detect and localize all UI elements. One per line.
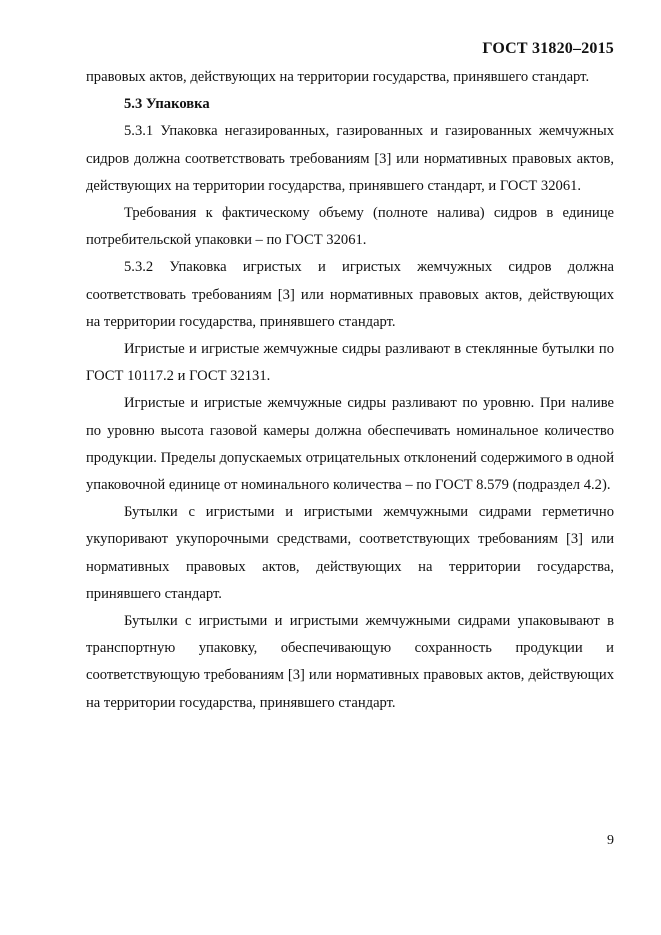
paragraph-level-filling: Игристые и игристые жемчужные сидры разливают по уровню. При наливе по уровню высота газовой камеры должна обеспечивать номинальное количество продукции. Пределы допускаемых отрицательных отклонений содержимого в одной упаковочной единице от номинального количества – по ГОСТ 8.579 (подраздел 4.2). (86, 395, 614, 494)
page-number: 9 (607, 833, 614, 848)
paragraph-transport-packaging: Бутылки с игристыми и игристыми жемчужными сидрами упаковывают в транспортную упаковку, обеспечивающую сохранность продукции и соответствующую требованиям [3] или нормативных правовых актов, действующих на территории государства, принявшего стандарт. (86, 613, 614, 711)
paragraph-sealing: Бутылки с игристыми и игристыми жемчужными сидрами герметично укупоривают укупорочными средствами, соответствующих требованиям [3] или нормативных правовых актов, действующих на территории государства, принявшего стандарт. (86, 504, 614, 602)
document-body (86, 64, 614, 717)
paragraph-continuation: правовых актов, действующих на территории государства, принявшего стандарт. (86, 69, 590, 85)
section-heading-packaging: 5.3 Упаковка (124, 96, 210, 113)
document-number-header: ГОСТ 31820–2015 (482, 40, 614, 57)
paragraph-glass-bottles: Игристые и игристые жемчужные сидры разливают в стеклянные бутылки по ГОСТ 10117.2 и ГОСТ 32131. (86, 341, 614, 385)
paragraph-5-3-1: 5.3.1 Упаковка негазированных, газированных и газированных жемчужных сидров должна соответствовать требованиям [3] или нормативных правовых актов, действующих на территории государства, принявшего стандарт, и ГОСТ 32061. (86, 123, 614, 194)
paragraph-5-3-2: 5.3.2 Упаковка игристых и игристых жемчужных сидров должна соответствовать требованиям [3] или нормативных правовых актов, действующих на территории государства, принявшего стандарт. (86, 259, 614, 330)
paragraph-volume-requirements: Требования к фактическому объему (полноте налива) сидров в единице потребительской упаковки – по ГОСТ 32061. (86, 205, 614, 249)
